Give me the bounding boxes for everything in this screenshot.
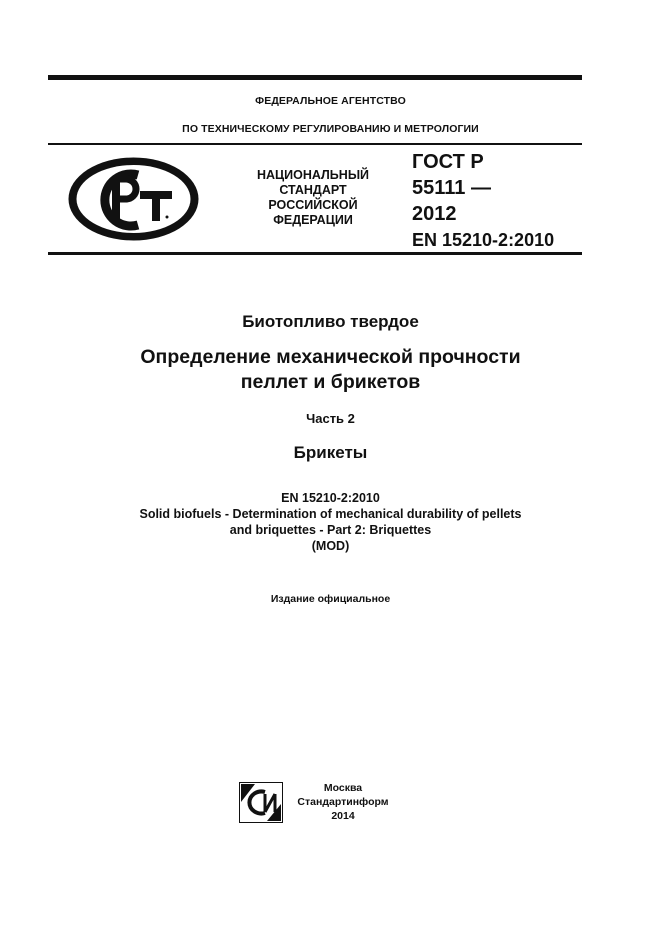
en-title-line-2: and briquettes - Part 2: Briquettes	[229, 523, 432, 537]
standartinform-logo-icon	[239, 782, 283, 823]
national-standard-line-2: СТАНДАРТ	[279, 183, 347, 197]
subject-title: Биотопливо твердое	[242, 312, 419, 331]
publisher-city: Москва	[323, 782, 363, 794]
rst-certification-mark-icon	[66, 155, 201, 243]
publisher-year: 2014	[331, 810, 355, 822]
top-rule	[48, 75, 582, 80]
designation-line-3: 2012	[412, 203, 457, 225]
national-standard-line-1: НАЦИОНАЛЬНЫЙ	[256, 168, 370, 182]
agency-line-1: ФЕДЕРАЛЬНОЕ АГЕНТСТВО	[255, 95, 406, 107]
national-standard-line-3: РОССИЙСКОЙ	[268, 198, 358, 212]
en-title-line-3: (MOD)	[311, 539, 350, 553]
main-title-line-1: Определение механической прочности	[140, 346, 521, 368]
publisher-name: Стандартинформ	[297, 796, 389, 808]
designation-line-2: 55111 —	[412, 177, 491, 199]
main-title-line-2: пеллет и брикетов	[240, 371, 421, 393]
national-standard-line-4: ФЕДЕРАЦИИ	[273, 213, 353, 227]
en-code: EN 15210-2:2010	[281, 491, 380, 505]
agency-line-2: ПО ТЕХНИЧЕСКОМУ РЕГУЛИРОВАНИЮ И МЕТРОЛОГИИ	[182, 123, 479, 135]
publisher-block	[296, 781, 390, 823]
national-standard-label	[238, 168, 388, 228]
official-edition: Издание официальное	[270, 593, 391, 605]
header-box-top-rule	[48, 143, 582, 145]
en-title-line-1: Solid biofuels - Determination of mechanical durability of pellets	[139, 507, 522, 521]
part-name: Брикеты	[293, 443, 368, 462]
standard-designation	[412, 149, 582, 253]
designation-line-1: ГОСТ Р	[412, 151, 484, 173]
designation-line-4: EN 15210-2:2010	[412, 230, 555, 250]
part-number: Часть 2	[306, 411, 355, 426]
